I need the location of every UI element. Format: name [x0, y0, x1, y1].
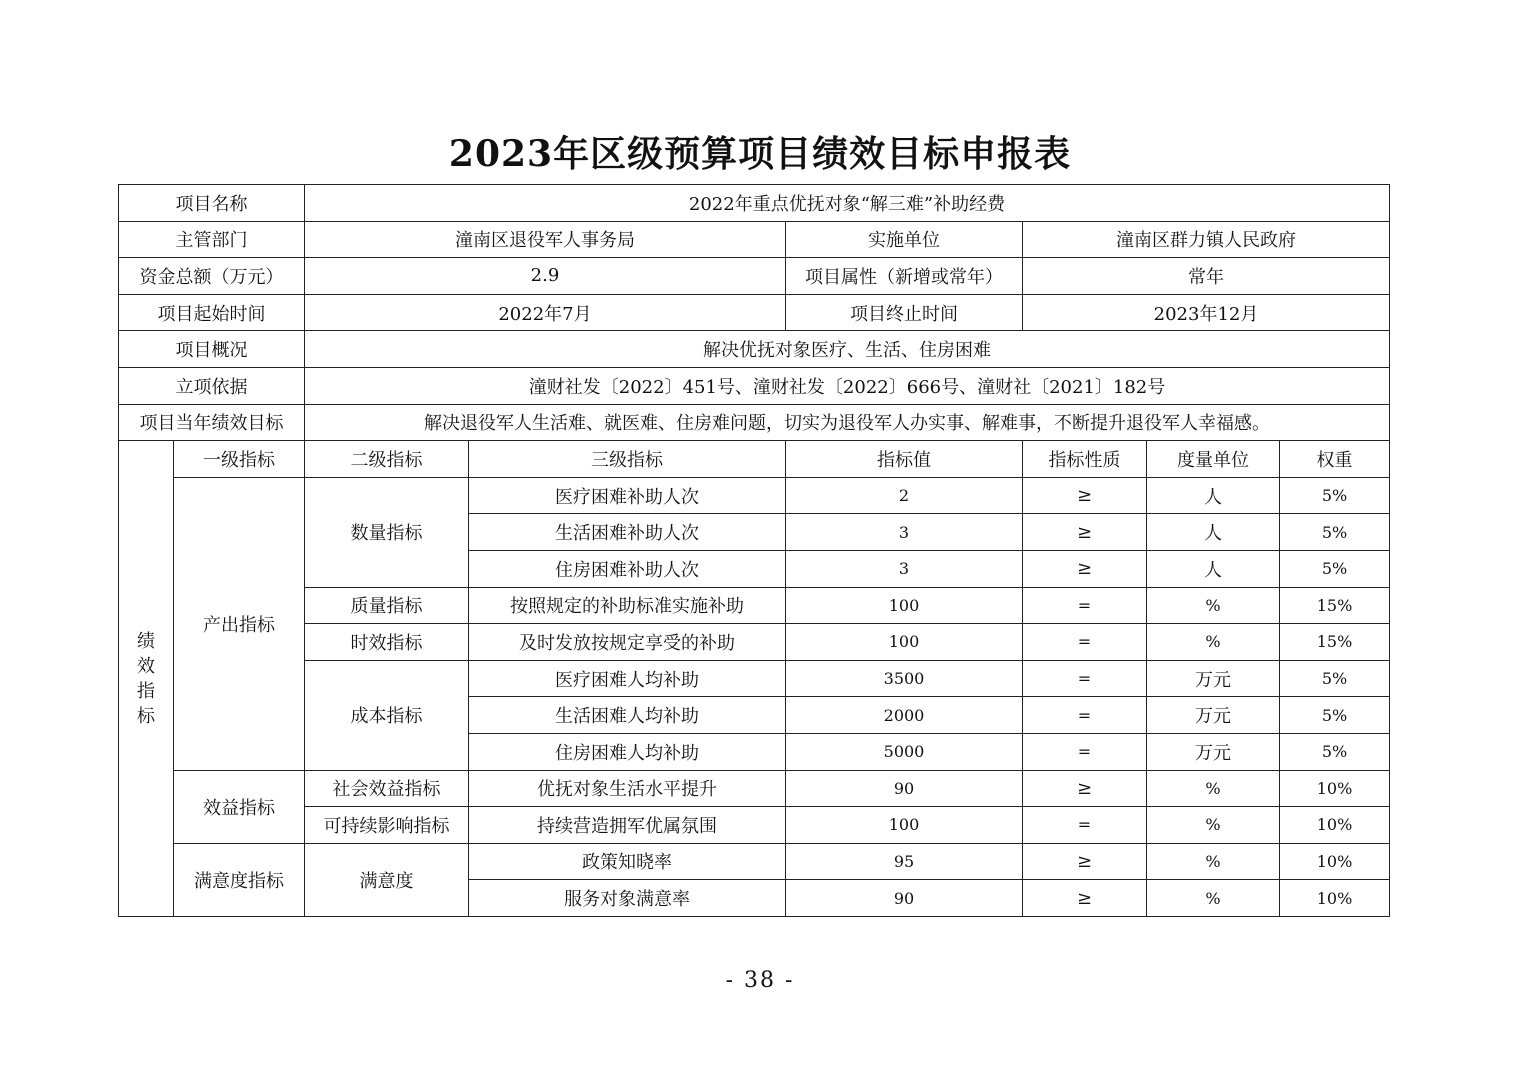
indicator-unit: %: [1147, 770, 1280, 807]
table-row: [119, 477, 1390, 514]
indicator-name: 及时发放按规定享受的补助: [469, 624, 786, 661]
indicator-unit: %: [1147, 807, 1280, 844]
header-unit: 度量单位: [1147, 441, 1280, 478]
header-level2: 二级指标: [305, 441, 469, 478]
table-row: [119, 258, 1390, 295]
indicator-weight: 10%: [1280, 807, 1390, 844]
level2-cost: 成本指标: [305, 660, 469, 770]
indicator-name: 医疗困难补助人次: [469, 477, 786, 514]
indicator-unit: 万元: [1147, 697, 1280, 734]
indicator-name: 按照规定的补助标准实施补助: [469, 587, 786, 624]
indicator-nature: ≥: [1023, 550, 1147, 587]
table-row: [119, 331, 1390, 368]
indicator-weight: 5%: [1280, 697, 1390, 734]
indicator-unit: %: [1147, 587, 1280, 624]
indicator-unit: 万元: [1147, 660, 1280, 697]
table-row: [119, 624, 1390, 661]
indicator-name: 住房困难人均补助: [469, 733, 786, 770]
table-row: [119, 843, 1390, 880]
table-row: [119, 770, 1390, 807]
start-value: 2022年7月: [305, 294, 786, 331]
indicator-unit: %: [1147, 624, 1280, 661]
impl-value: 潼南区群力镇人民政府: [1023, 221, 1390, 258]
indicator-value: 100: [786, 624, 1023, 661]
indicator-nature: =: [1023, 624, 1147, 661]
goal-value: 解决退役军人生活难、就医难、住房难问题，切实为退役军人办实事、解难事，不断提升退役军人幸福感。: [305, 404, 1390, 441]
indicator-nature: =: [1023, 660, 1147, 697]
indicator-weight: 15%: [1280, 587, 1390, 624]
fund-label: 资金总额（万元）: [119, 258, 305, 295]
indicator-name: 持续营造拥军优属氛围: [469, 807, 786, 844]
indicator-weight: 5%: [1280, 477, 1390, 514]
basis-value: 潼财社发〔2022〕451号、潼财社发〔2022〕666号、潼财社〔2021〕182号: [305, 367, 1390, 404]
perf-side-label: [119, 441, 174, 917]
indicator-value: 3: [786, 550, 1023, 587]
goal-label: 项目当年绩效目标: [119, 404, 305, 441]
side-char: 指: [137, 680, 155, 702]
indicator-weight: 10%: [1280, 843, 1390, 880]
indicator-weight: 5%: [1280, 514, 1390, 551]
header-level3: 三级指标: [469, 441, 786, 478]
side-char: 标: [137, 705, 155, 727]
overview-value: 解决优抚对象医疗、生活、住房困难: [305, 331, 1390, 368]
table-row: [119, 807, 1390, 844]
level2-sustainable: 可持续影响指标: [305, 807, 469, 844]
indicator-nature: ≥: [1023, 477, 1147, 514]
indicator-unit: %: [1147, 880, 1280, 917]
indicator-value: 100: [786, 587, 1023, 624]
side-char: 效: [137, 655, 155, 677]
impl-label: 实施单位: [786, 221, 1023, 258]
indicator-name: 优抚对象生活水平提升: [469, 770, 786, 807]
indicator-nature: =: [1023, 807, 1147, 844]
table-row: [119, 404, 1390, 441]
header-weight: 权重: [1280, 441, 1390, 478]
indicator-value: 3: [786, 514, 1023, 551]
indicator-nature: =: [1023, 697, 1147, 734]
attr-label: 项目属性（新增或常年）: [786, 258, 1023, 295]
dept-value: 潼南区退役军人事务局: [305, 221, 786, 258]
indicator-weight: 5%: [1280, 550, 1390, 587]
indicator-value: 2: [786, 477, 1023, 514]
level2-satisfaction: 满意度: [305, 843, 469, 916]
table-row: [119, 185, 1390, 222]
indicator-name: 医疗困难人均补助: [469, 660, 786, 697]
page-title: 2023年区级预算项目绩效目标申报表: [448, 133, 1072, 175]
table-row: [119, 367, 1390, 404]
start-label: 项目起始时间: [119, 294, 305, 331]
header-value: 指标值: [786, 441, 1023, 478]
indicator-name: 生活困难人均补助: [469, 697, 786, 734]
performance-form-table: [118, 184, 1390, 917]
indicator-nature: ≥: [1023, 843, 1147, 880]
level1-benefit: 效益指标: [174, 770, 305, 843]
indicator-name: 住房困难补助人次: [469, 550, 786, 587]
indicator-nature: ≥: [1023, 514, 1147, 551]
table-header-row: [119, 441, 1390, 478]
indicator-value: 100: [786, 807, 1023, 844]
indicator-value: 3500: [786, 660, 1023, 697]
indicator-nature: ≥: [1023, 880, 1147, 917]
level2-social: 社会效益指标: [305, 770, 469, 807]
table-row: [119, 221, 1390, 258]
end-label: 项目终止时间: [786, 294, 1023, 331]
attr-value: 常年: [1023, 258, 1390, 295]
indicator-name: 政策知晓率: [469, 843, 786, 880]
indicator-value: 5000: [786, 733, 1023, 770]
indicator-value: 90: [786, 770, 1023, 807]
indicator-value: 95: [786, 843, 1023, 880]
header-level1: 一级指标: [174, 441, 305, 478]
project-name-label: 项目名称: [119, 185, 305, 222]
overview-label: 项目概况: [119, 331, 305, 368]
level2-quantity: 数量指标: [305, 477, 469, 587]
page-number: - 38 -: [725, 968, 795, 993]
indicator-value: 90: [786, 880, 1023, 917]
indicator-name: 服务对象满意率: [469, 880, 786, 917]
indicator-nature: ≥: [1023, 770, 1147, 807]
indicator-unit: 人: [1147, 514, 1280, 551]
level1-output: 产出指标: [174, 477, 305, 770]
indicator-weight: 5%: [1280, 660, 1390, 697]
level2-timeliness: 时效指标: [305, 624, 469, 661]
indicator-weight: 5%: [1280, 733, 1390, 770]
level2-quality: 质量指标: [305, 587, 469, 624]
dept-label: 主管部门: [119, 221, 305, 258]
header-nature: 指标性质: [1023, 441, 1147, 478]
indicator-unit: %: [1147, 843, 1280, 880]
indicator-name: 生活困难补助人次: [469, 514, 786, 551]
end-value: 2023年12月: [1023, 294, 1390, 331]
basis-label: 立项依据: [119, 367, 305, 404]
side-char: 绩: [137, 630, 155, 652]
indicator-weight: 10%: [1280, 880, 1390, 917]
table-row: [119, 587, 1390, 624]
indicator-unit: 人: [1147, 477, 1280, 514]
indicator-nature: =: [1023, 587, 1147, 624]
indicator-unit: 人: [1147, 550, 1280, 587]
table-row: [119, 660, 1390, 697]
indicator-weight: 15%: [1280, 624, 1390, 661]
indicator-value: 2000: [786, 697, 1023, 734]
level1-satisfaction: 满意度指标: [174, 843, 305, 916]
fund-value: 2.9: [305, 258, 786, 295]
indicator-unit: 万元: [1147, 733, 1280, 770]
project-name-value: 2022年重点优抚对象“解三难”补助经费: [305, 185, 1390, 222]
indicator-nature: =: [1023, 733, 1147, 770]
table-row: [119, 294, 1390, 331]
indicator-weight: 10%: [1280, 770, 1390, 807]
